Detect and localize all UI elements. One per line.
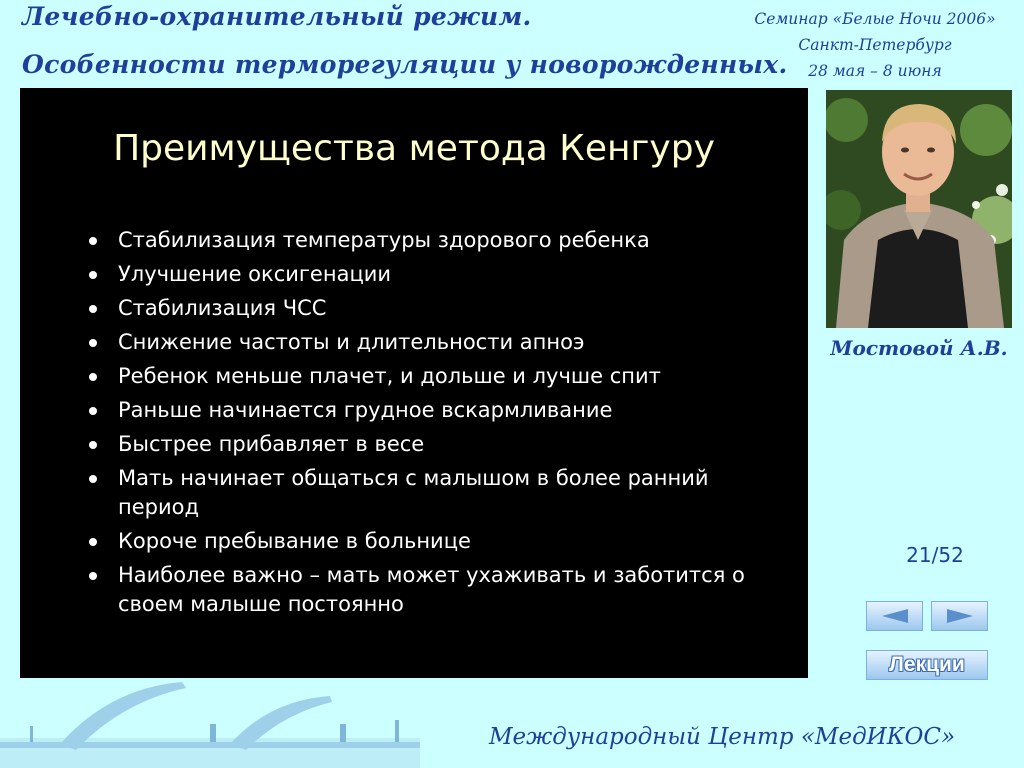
bullet-item: [86, 294, 776, 323]
bullet-text: Наиболее важно – мать может ухаживать и заботится о своем малыше постоянно: [118, 563, 745, 616]
bullet-dot-icon: [89, 339, 97, 347]
page-title-line-2: Особенности терморегуляции у новорожденных.: [22, 50, 788, 79]
author-portrait-image: [826, 90, 1012, 328]
bullet-item: [86, 561, 776, 619]
bullet-text: Стабилизация температуры здорового ребенка: [118, 228, 650, 252]
bullet-item: [86, 396, 776, 425]
bullet-text: Снижение частоты и длительности апноэ: [118, 330, 585, 354]
author-name: Мостовой А.В.: [830, 336, 1008, 360]
bullet-item: [86, 226, 776, 255]
bullet-item: [86, 527, 776, 556]
next-slide-button[interactable]: [931, 601, 988, 631]
bullet-dot-icon: [89, 237, 97, 245]
bullet-text: Раньше начинается грудное вскармливание: [118, 398, 613, 422]
bullet-item: [86, 362, 776, 391]
slide-panel: [20, 88, 808, 678]
seminar-city: Санкт-Петербург: [798, 36, 952, 54]
bullet-text: Короче пребывание в больнице: [118, 529, 471, 553]
lectures-button-label: Лекции: [889, 653, 965, 676]
slide-bullet-list: [86, 226, 776, 624]
lectures-button[interactable]: [866, 650, 988, 680]
bullet-dot-icon: [89, 407, 97, 415]
bullet-text: Быстрее прибавляет в весе: [118, 432, 425, 456]
slide-title: Преимущества метода Кенгуру: [113, 128, 715, 169]
bullet-item: [86, 260, 776, 289]
seminar-name: Семинар «Белые Ночи 2006»: [754, 10, 996, 28]
bullet-dot-icon: [89, 373, 97, 381]
bullet-dot-icon: [89, 441, 97, 449]
bullet-dot-icon: [89, 538, 97, 546]
bullet-text: Ребенок меньше плачет, и дольше и лучше спит: [118, 364, 661, 388]
bullet-dot-icon: [89, 271, 97, 279]
author-photo: [826, 90, 1012, 328]
bullet-dot-icon: [89, 305, 97, 313]
page-counter: 21/52: [906, 543, 964, 567]
bullet-dot-icon: [89, 572, 97, 580]
page-title-line-1: Лечебно-охранительный режим.: [22, 2, 532, 31]
bullet-item: [86, 430, 776, 459]
bullet-item: [86, 464, 776, 522]
previous-slide-button[interactable]: [866, 601, 923, 631]
bullet-text: Улучшение оксигенации: [118, 262, 392, 286]
seminar-dates: 28 мая – 8 июня: [808, 62, 942, 80]
bullet-dot-icon: [89, 475, 97, 483]
triangle-left-icon: [880, 608, 910, 624]
bullet-text: Мать начинает общаться с малышом в более ранний период: [118, 466, 709, 519]
bullet-item: [86, 328, 776, 357]
bridge-illustration: [0, 680, 420, 768]
bullet-text: Стабилизация ЧСС: [118, 296, 327, 320]
triangle-right-icon: [945, 608, 975, 624]
footer-organization: Международный Центр «МедИКОС»: [488, 724, 956, 750]
